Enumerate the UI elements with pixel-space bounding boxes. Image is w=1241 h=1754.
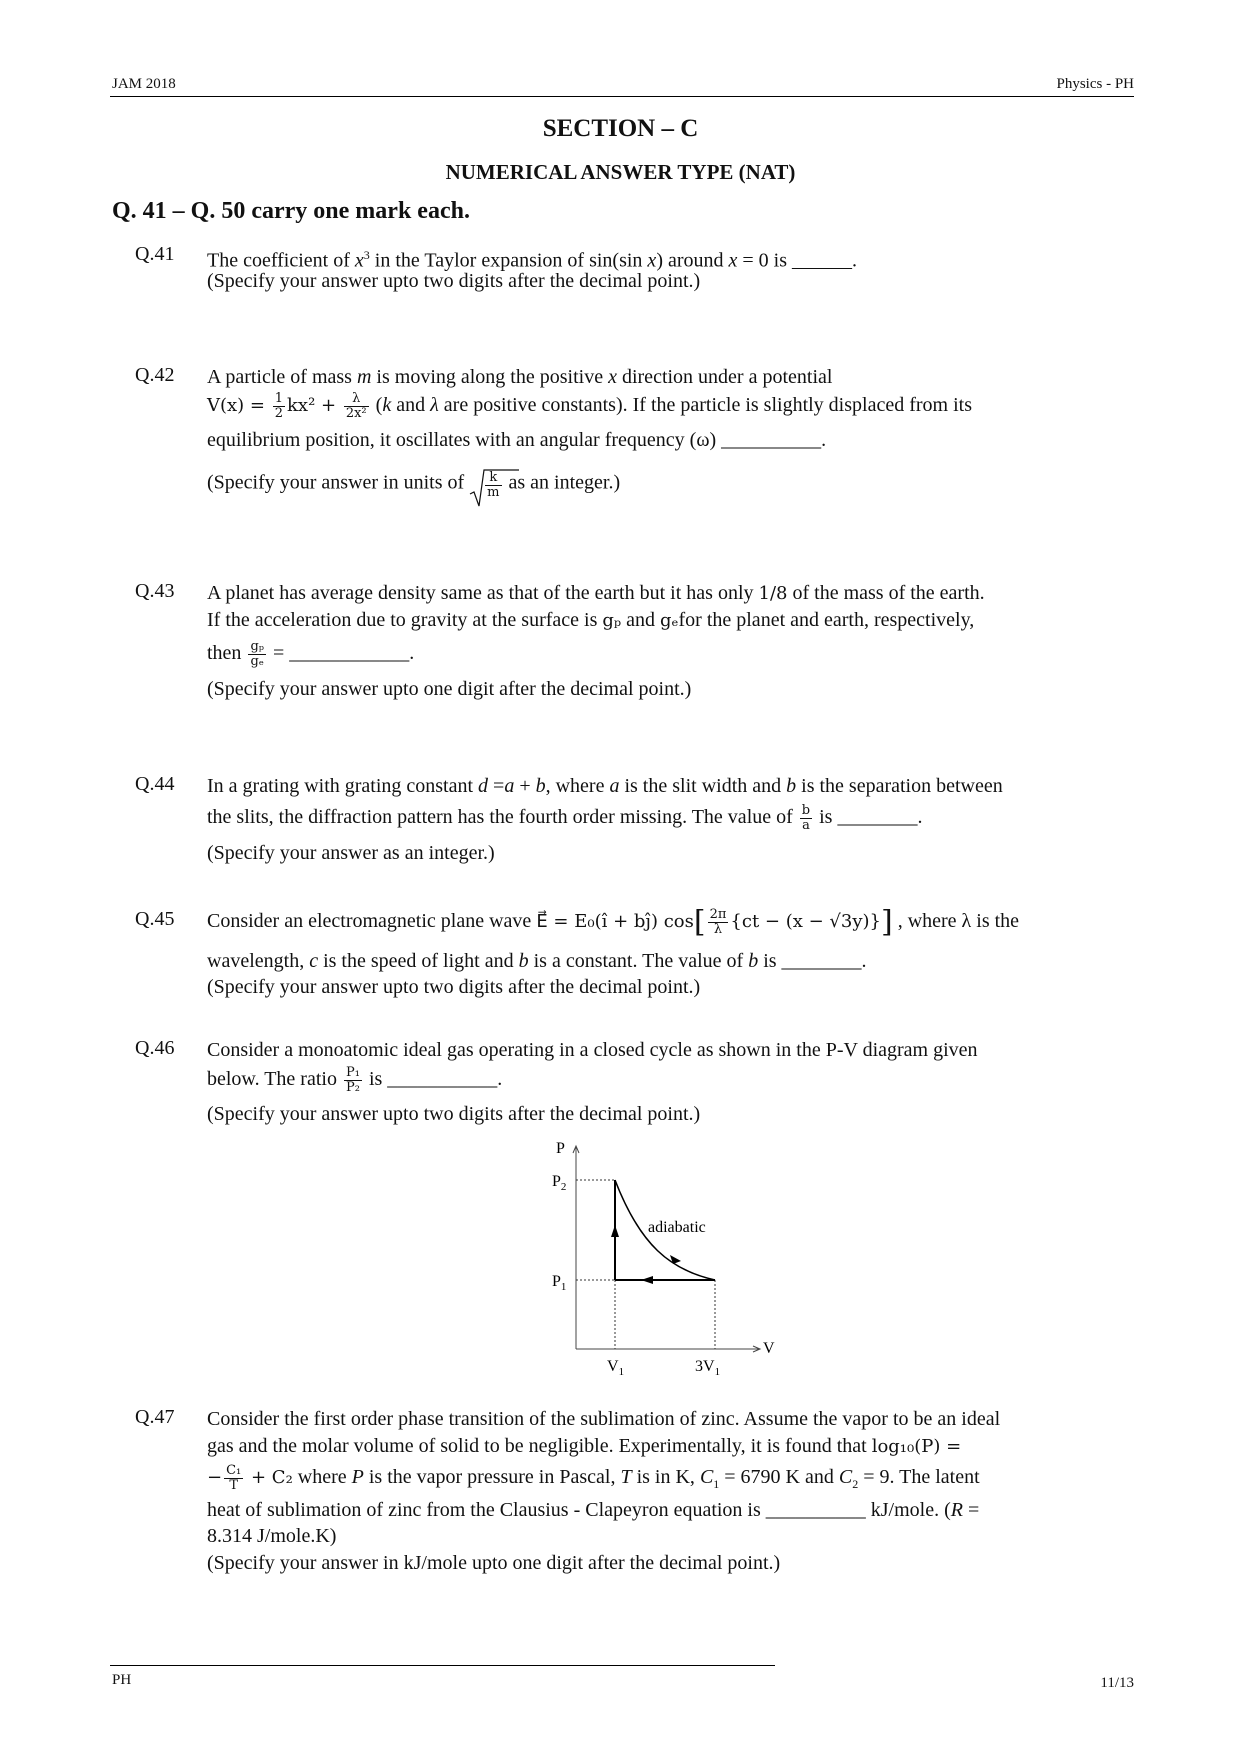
q43-line2: If the acceleration due to gravity at the surface is gₚ and gₑfor the planet and earth, respectively, — [207, 609, 975, 631]
section-subtitle: NUMERICAL ANSWER TYPE (NAT) — [445, 160, 796, 184]
question-number: Q.42 — [135, 364, 175, 386]
question-number: Q.46 — [135, 1037, 175, 1059]
q42-line3: equilibrium position, it oscillates with an angular frequency (ω) __________. — [207, 429, 827, 451]
q43-line1: A planet has average density same as that of the earth but it has only 1/8 of the mass of the earth. — [207, 582, 985, 604]
q42-line2: V(x) = $\frac{1}{2}$ kx² + $\frac{\lambda}{\text{2x²}}$ (k and λ are positive constants). If the particle is slightly displaced from its — [207, 391, 972, 421]
q47-line6: (Specify your answer in kJ/mole upto one digit after the decimal point.) — [207, 1552, 781, 1574]
q47-line5: 8.314 J/mole.K) — [207, 1525, 337, 1547]
sqrt-k-over-m: $\frac{k}{m}$ — [469, 468, 503, 500]
header-right: Physics - PH — [1056, 76, 1134, 92]
q46-line2: below. The ratio $\frac{\text{P₁}}{\text{P₂}}$ is ___________. — [207, 1065, 503, 1095]
q45-line2: wavelength, c is the speed of light and b is a constant. The value of b is ________. — [207, 950, 867, 972]
q44-line3: (Specify your answer as an integer.) — [207, 842, 495, 864]
marks-note: Q. 41 – Q. 50 carry one mark each. — [112, 198, 470, 224]
question-number: Q.41 — [135, 243, 175, 265]
footer-left: PH — [112, 1672, 132, 1688]
question-number: Q.47 — [135, 1406, 175, 1428]
v-axis-label: V — [763, 1340, 775, 1357]
adiabatic-label: adiabatic — [648, 1219, 706, 1236]
q43-line4: (Specify your answer upto one digit after the decimal point.) — [207, 678, 692, 700]
left-arrow — [641, 1276, 653, 1284]
v3-label: $3V_1$ — [695, 1358, 721, 1375]
page-number: 11/13 — [1100, 1675, 1134, 1691]
p-axis-label: P — [556, 1140, 565, 1157]
q46-line3: (Specify your answer upto two digits after the decimal point.) — [207, 1103, 701, 1125]
q47-line3: − $\frac{\text{C₁}}{T}$ + C₂ where P is the vapor pressure in Pascal, T is in K, $C_1 = 6790$ K and $C_2 = 9$. The latent — [207, 1463, 980, 1493]
question-number: Q.44 — [135, 773, 175, 795]
p2-label: $P_2$ — [552, 1173, 567, 1193]
q44-line2: the slits, the diffraction pattern has the fourth order missing. The value of $\frac{b}{a}$ is ________. — [207, 803, 923, 833]
v1-label: $V_1$ — [607, 1358, 625, 1375]
p1-label: $P_1$ — [552, 1273, 567, 1293]
q44-line1: In a grating with grating constant d =a + b, where a is the slit width and b is the separation between — [207, 775, 1003, 797]
header-rule — [110, 96, 1134, 97]
header-left: JAM 2018 — [112, 76, 176, 92]
q47-line1: Consider the first order phase transition of the sublimation of zinc. Assume the vapor to be an ideal — [207, 1408, 1001, 1430]
question-number: Q.45 — [135, 908, 175, 930]
q42-line1: A particle of mass m is moving along the positive x direction under a potential — [207, 366, 833, 388]
q45-line1: Consider an electromagnetic plane wave E⃗ = E₀(î + bĵ) cos[ $\frac{2\pi}{\lambda}$ {ct − (x − √3y)}] , where λ is the — [207, 904, 1020, 940]
footer-rule — [110, 1665, 775, 1666]
q43-line3: then $\frac{\text{gₚ}}{\text{gₑ}}$ = ____________. — [207, 639, 415, 669]
q41-line2: (Specify your answer upto two digits after the decimal point.) — [207, 270, 701, 292]
up-arrow — [611, 1225, 619, 1237]
question-number: Q.43 — [135, 580, 175, 602]
section-title: SECTION – C — [542, 115, 699, 142]
q47-line2: gas and the molar volume of solid to be negligible. Experimentally, it is found that log₁₀(P) = — [207, 1435, 962, 1457]
q47-line4: heat of sublimation of zinc from the Clausius - Clapeyron equation is __________ kJ/mole. (R = — [207, 1499, 980, 1521]
q45-line3: (Specify your answer upto two digits after the decimal point.) — [207, 976, 701, 998]
pv-diagram — [540, 1135, 790, 1375]
q46-line1: Consider a monoatomic ideal gas operating in a closed cycle as shown in the P-V diagram given — [207, 1039, 978, 1061]
q41-line1: The coefficient of $x^3$ in the Taylor expansion of sin(sin x) around x = 0 is ______. — [207, 248, 858, 272]
q42-line4: (Specify your answer in units of $\frac{k}{m}$ as an integer.) — [207, 468, 620, 500]
